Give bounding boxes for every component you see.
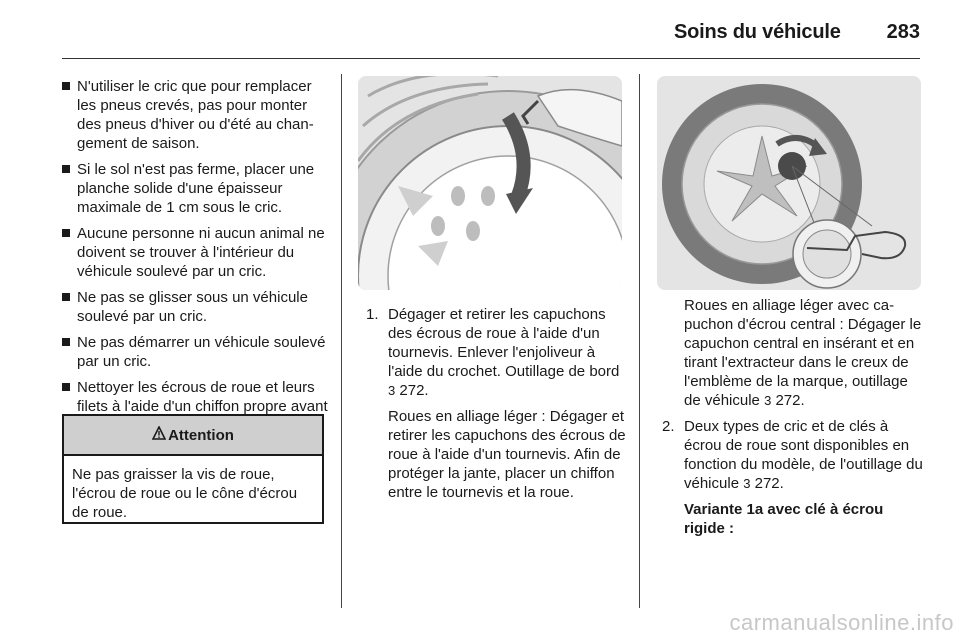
column-1 [60,77,328,442]
column-2 [366,305,626,502]
list-item: Si le sol n'est pas ferme, placer une planche solide d'une épaisseur maximale de 1 cm sous le cric. [60,160,328,217]
step-1-alloy-text: Roues en alliage léger : Dégager et retirer les capuchons des écrous de roue à l'aide d'un tournevis. Afin de protéger la jante, placer un chiffon entre le tournevis et la roue. [388,408,626,501]
page-number: 283 [886,20,920,43]
section-title: Soins du véhicule [673,20,841,43]
safety-bullet-list [60,77,328,435]
list-item: Nettoyer les écrous de roue et leurs filets à l'aide d'un chiffon propre avant [60,378,328,435]
step-2-text: Deux types de cric et de clés à écrou de roue sont disponibles en fonction du modèle, de l'outillage du véhicule [684,418,923,492]
step-1 [366,305,626,400]
alloy-wheel-cap-illustration [657,76,921,290]
page-reference-arrow-icon: 3 [388,383,396,398]
alloy-cap-ref[interactable]: 272. [775,392,805,409]
page-reference-arrow-icon: 3 [743,476,751,491]
list-item: Aucune personne ni aucun animal ne doivent se trouver à l'intérieur du véhicule soulevé par un cric. [60,224,328,281]
list-item: Ne pas se glisser sous un véhicule soulevé par un cric. [60,288,328,326]
list-item: Ne pas démarrer un véhicule soulevé par un cric. [60,333,328,371]
step-2 [662,417,924,493]
hubcap-removal-illustration [358,76,622,290]
attention-text: Ne pas graisser la vis de roue, l'écrou de roue ou le cône d'écrou de roue. [72,466,298,521]
step-1-number: 1. [366,306,379,323]
page-header [674,14,920,50]
attention-title: Attention [168,426,234,444]
alloy-cap-text: Roues en alliage léger avec capuchon d'écrou central : Dégager le capuchon central en insérant et en tirant l'extracteur dans le creux de l'emblème de la marque, outillage de véhicule [684,297,922,409]
list-item: N'utiliser le cric que pour remplacer les pneus crevés, pas pour monter des pneus d'hiver ou d'été au changement de saison. [60,77,328,153]
column-3 [662,296,924,538]
warning-triangle-icon [152,426,166,444]
header-rule [62,58,920,59]
alloy-cap-paragraph [662,296,924,410]
attention-header [64,416,322,456]
page-reference-arrow-icon: 3 [764,393,772,408]
watermark: carmanualsonline.info [729,610,954,635]
step-1-text: Dégager et retirer les capuchons des écrous de roue à l'aide d'un tournevis. Enlever l'enjoliveur à l'aide du crochet. Outillage de bord [388,306,620,380]
step-1-ref[interactable]: 272. [399,382,429,399]
column-divider-left [341,74,342,608]
step-2-number: 2. [662,418,675,435]
attention-box [62,414,324,524]
column-divider-right [639,74,640,608]
step-2-ref[interactable]: 272. [754,475,784,492]
variant-heading: Variante 1a avec clé à écrou rigide : [684,501,884,537]
